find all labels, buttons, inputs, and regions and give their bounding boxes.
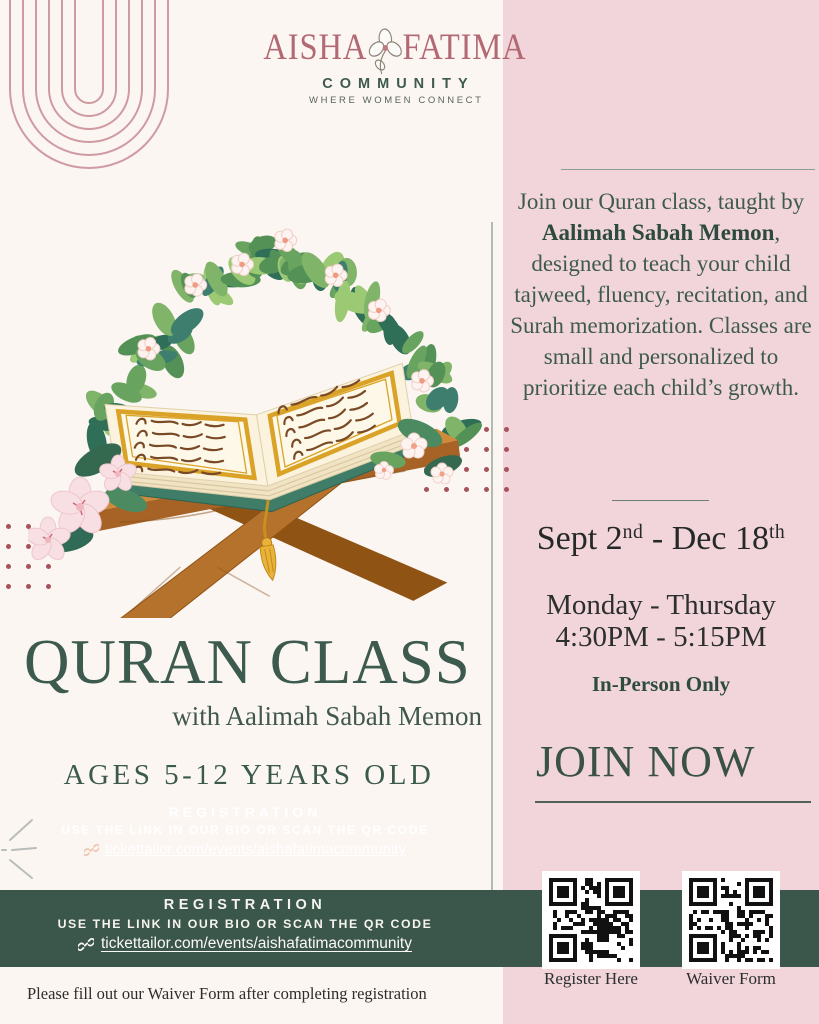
date-start: Sept 2 bbox=[536, 520, 623, 557]
registration-link-row bbox=[0, 935, 490, 953]
date-separator: - bbox=[643, 520, 672, 557]
ages-line: AGES 5-12 YEARS OLD bbox=[63, 759, 435, 791]
brand-name bbox=[228, 26, 562, 69]
page-subtitle: with Aalimah Sabah Memon bbox=[172, 701, 482, 731]
registration-instruction: USE THE LINK IN OUR BIO OR SCAN THE QR CODE bbox=[57, 917, 433, 931]
register-qr-code bbox=[542, 871, 640, 969]
about-teacher-name: Aalimah Sabah Memon bbox=[541, 220, 775, 245]
about-rest: , designed to teach your child tajweed, fluency, recitation, and Surah memorization. Classes are small and personalized to prioritize each child’s growth. bbox=[510, 220, 812, 400]
waiver-qr-code bbox=[682, 871, 780, 969]
brand-name-right: FATIMA bbox=[402, 27, 527, 68]
vertical-divider bbox=[491, 222, 493, 890]
schedule-days: Monday - Thursday bbox=[546, 589, 776, 621]
orchid-flower-icon bbox=[367, 27, 402, 75]
ghost-registration-link: tickettailor.com/events/aishafatimacommunity bbox=[105, 841, 406, 858]
divider-short bbox=[612, 500, 709, 501]
mode-line: In-Person Only bbox=[591, 672, 731, 696]
brand-tagline: WHERE WOMEN CONNECT bbox=[309, 95, 484, 106]
schedule-days-time bbox=[503, 589, 819, 653]
about-paragraph bbox=[508, 186, 814, 403]
date-end: Dec 18 bbox=[671, 520, 769, 557]
join-now-heading: JOIN NOW bbox=[536, 737, 756, 786]
chain-link-icon bbox=[78, 937, 94, 952]
date-end-ordinal: th bbox=[768, 521, 786, 544]
quran-illustration bbox=[28, 208, 488, 618]
brand-logo bbox=[205, 26, 585, 106]
waiver-qr-pattern bbox=[689, 878, 773, 962]
about-intro: Join our Quran class, taught by bbox=[517, 189, 805, 214]
ghost-registration-heading: REGISTRATION bbox=[168, 804, 322, 820]
waiver-note: Please fill out our Waiver Form after completing registration bbox=[27, 984, 427, 1003]
join-now-underline bbox=[535, 801, 811, 803]
brand-community: COMMUNITY bbox=[322, 76, 475, 92]
registration-link[interactable]: tickettailor.com/events/aishafatimacommunity bbox=[101, 935, 412, 952]
registration-heading: REGISTRATION bbox=[163, 897, 327, 913]
schedule-time: 4:30PM - 5:15PM bbox=[555, 621, 767, 653]
ghost-registration-instruction: USE THE LINK IN OUR BIO OR SCAN THE QR CODE bbox=[61, 823, 429, 837]
register-qr-label: Register Here bbox=[544, 969, 638, 988]
date-range bbox=[503, 520, 819, 558]
date-start-ordinal: nd bbox=[622, 521, 644, 544]
registration-text-block bbox=[0, 897, 490, 953]
concentric-arches-decoration bbox=[0, 0, 180, 172]
divider-top bbox=[561, 169, 815, 170]
waiver-qr-label: Waiver Form bbox=[686, 969, 776, 988]
ghost-registration-text bbox=[25, 804, 465, 858]
register-qr-pattern bbox=[549, 878, 633, 962]
ghost-registration-link-row bbox=[25, 841, 465, 858]
chain-link-icon bbox=[84, 843, 99, 857]
page-title: QURAN CLASS bbox=[24, 627, 471, 697]
brand-name-left: AISHA bbox=[263, 27, 368, 68]
